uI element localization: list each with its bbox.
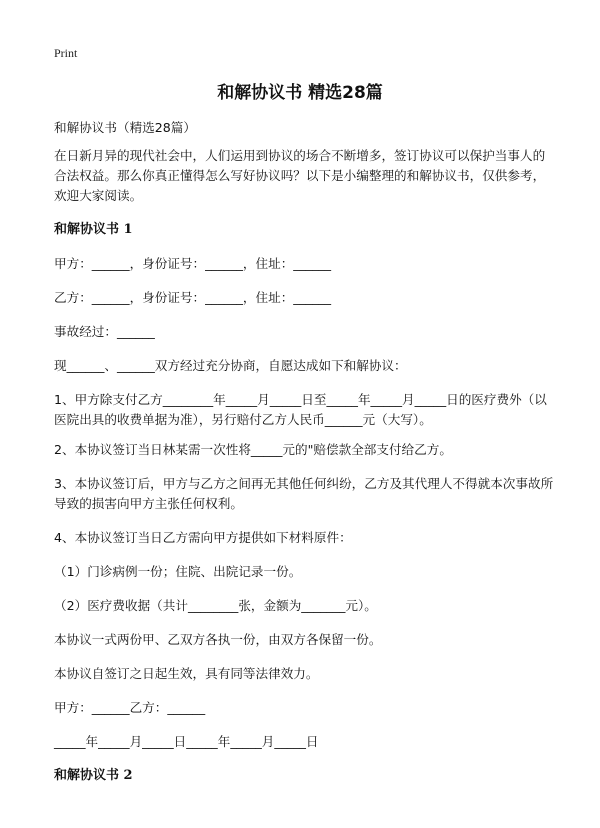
signature-line: 甲方：______乙方：______ (54, 700, 206, 715)
clause-4: 4、本协议签订当日乙方需向甲方提供如下材料原件： (54, 530, 352, 545)
document-body (54, 118, 554, 800)
clause-3: 3、本协议签订后，甲方与乙方之间再无其他任何纠纷，乙方及其代理人不得就本次事故所导致的损害向甲方主张任何权利。 (54, 476, 554, 511)
clause-1: 1、甲方除支付乙方________年_____月_____日至_____年_____月_____日的医疗费外（以医院出具的收费单据为准），另行赔付乙方人民币______元（大写）。 (54, 392, 547, 427)
section-heading-1: 和解协议书 1 (54, 222, 133, 237)
date-line: _____年_____月_____日_____年_____月_____日 (54, 734, 319, 749)
clause-4-item-1: （1）门诊病例一份；住院、出院记录一份。 (54, 564, 302, 579)
incident-line: 事故经过：______ (54, 324, 155, 339)
section-heading-2: 和解协议书 2 (54, 768, 133, 783)
effect-line: 本协议自签订之日起生效，具有同等法律效力。 (54, 666, 319, 681)
party-b-line: 乙方：______，身份证号：______，住址：______ (54, 290, 332, 305)
subtitle: 和解协议书（精选28篇） (54, 120, 196, 135)
copies-line: 本协议一式两份甲、乙双方各执一份，由双方各保留一份。 (54, 632, 382, 647)
clause-4-item-2: （2）医疗费收据（共计________张，金额为_______元）。 (54, 598, 377, 613)
document-title: 和解协议书 精选28篇 (217, 83, 383, 103)
party-a-line: 甲方：______，身份证号：______，住址：______ (54, 256, 332, 271)
print-link[interactable]: Print (54, 46, 78, 60)
agreement-intro: 现______、______双方经过充分协商，自愿达成如下和解协议： (54, 358, 407, 373)
intro-paragraph: 在日新月异的现代社会中，人们运用到协议的场合不断增多，签订协议可以保护当事人的合法权益。那么你真正懂得怎么写好协议吗？以下是小编整理的和解协议书，仅供参考，欢迎大家阅读。 (54, 148, 546, 203)
clause-2: 2、本协议签订当日林某需一次性将_____元的"赔偿款全部支付给乙方。 (54, 442, 452, 457)
